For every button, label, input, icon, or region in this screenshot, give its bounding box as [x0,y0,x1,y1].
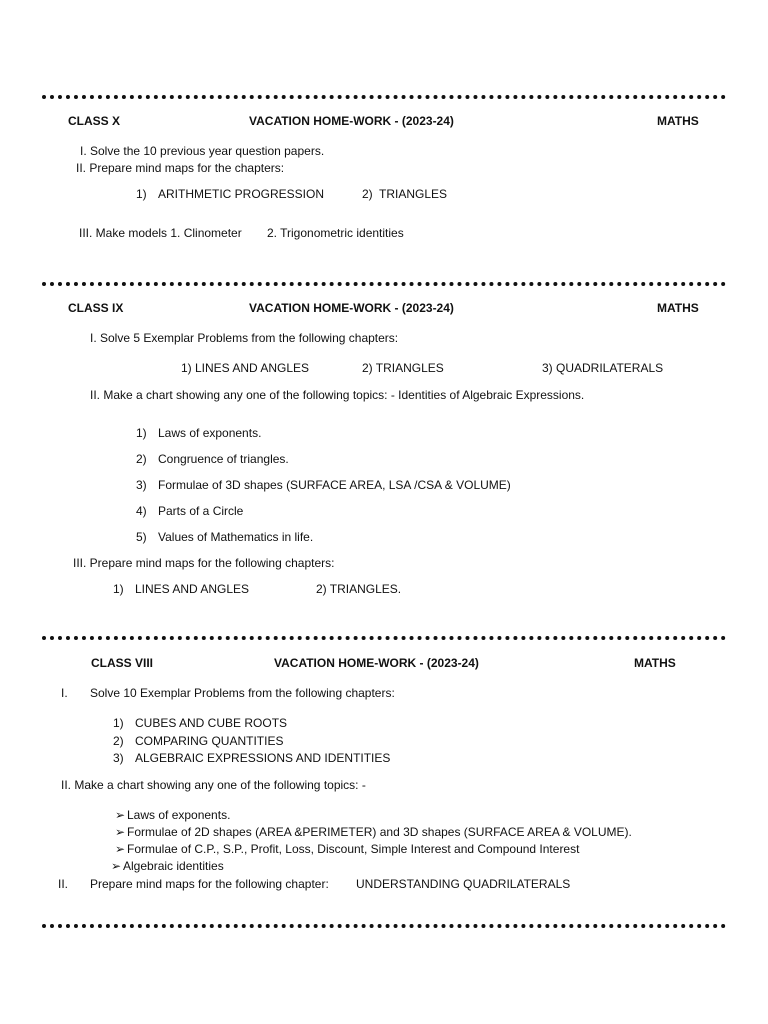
instruction-line: I. Solve 5 Exemplar Problems from the following chapters: [90,331,399,345]
instruction-line: I. Solve the 10 previous year question papers. [80,144,325,158]
dotted-divider [42,636,726,640]
dotted-divider [42,282,726,286]
chapter-item: COMPARING QUANTITIES [135,734,284,748]
subject-label: MATHS [634,656,676,670]
instruction-line: II. Make a chart showing any one of the following topics: - Identities of Algebraic Expressions. [90,388,585,402]
list-number: 2) [362,187,373,201]
instruction-line: III. Make models 1. Clinometer [79,226,242,240]
instruction-line: II. Prepare mind maps for the chapters: [76,161,285,175]
chapter-item: 2) TRIANGLES [362,361,444,375]
topic-item: Congruence of triangles. [158,452,289,466]
list-number: 3) [136,478,147,492]
chapter-item: 3) QUADRILATERALS [542,361,664,375]
topic-item: Parts of a Circle [158,504,244,518]
class-heading: CLASS VIII [91,656,154,670]
instruction-line: 2. Trigonometric identities [267,226,404,240]
subject-label: MATHS [657,114,699,128]
list-number: 1) [136,426,147,440]
subject-label: MATHS [657,301,699,315]
dotted-divider [42,95,726,99]
topic-item: Values of Mathematics in life. [158,530,314,544]
instruction-line: III. Prepare mind maps for the following chapters: [73,556,335,570]
instruction-line: Solve 10 Exemplar Problems from the following chapters: [90,686,395,700]
chapter-item: LINES AND ANGLES [135,582,250,596]
topic-item: Algebraic identities [123,859,224,873]
arrow-bullet-icon: ➢ [115,825,126,839]
topic-item: Laws of exponents. [158,426,262,440]
instruction-line: II. Make a chart showing any one of the following topics: - [61,778,366,792]
list-number: 5) [136,530,147,544]
topic-item: Formulae of 2D shapes (AREA &PERIMETER) and 3D shapes (SURFACE AREA & VOLUME). [127,825,632,839]
list-number: 2) [136,452,147,466]
list-number: 3) [113,751,124,765]
section-title: VACATION HOME-WORK - (2023-24) [249,301,454,315]
list-number: I. [61,686,68,700]
class-heading: CLASS IX [68,301,124,315]
chapter-item: ALGEBRAIC EXPRESSIONS AND IDENTITIES [135,751,391,765]
chapter-item: TRIANGLES [379,187,448,201]
chapter-item: CUBES AND CUBE ROOTS [135,716,288,730]
arrow-bullet-icon: ➢ [115,808,126,822]
section-title: VACATION HOME-WORK - (2023-24) [274,656,479,670]
section-title: VACATION HOME-WORK - (2023-24) [249,114,454,128]
instruction-line: Prepare mind maps for the following chapter: [90,877,329,891]
topic-item: Formulae of C.P., S.P., Profit, Loss, Discount, Simple Interest and Compound Interest [127,842,580,856]
dotted-divider [42,924,726,928]
class-heading: CLASS X [68,114,121,128]
list-number: 1) [136,187,147,201]
list-number: 1) [113,716,124,730]
chapter-item: 1) LINES AND ANGLES [181,361,310,375]
topic-item: Laws of exponents. [127,808,231,822]
arrow-bullet-icon: ➢ [111,859,122,873]
list-number: II. [58,877,69,891]
list-number: 2) [113,734,124,748]
topic-item: Formulae of 3D shapes (SURFACE AREA, LSA /CSA & VOLUME) [158,478,511,492]
chapter-item: 2) TRIANGLES. [316,582,402,596]
arrow-bullet-icon: ➢ [115,842,126,856]
list-number: 1) [113,582,124,596]
chapter-item: UNDERSTANDING QUADRILATERALS [356,877,571,891]
chapter-item: ARITHMETIC PROGRESSION [158,187,325,201]
list-number: 4) [136,504,147,518]
